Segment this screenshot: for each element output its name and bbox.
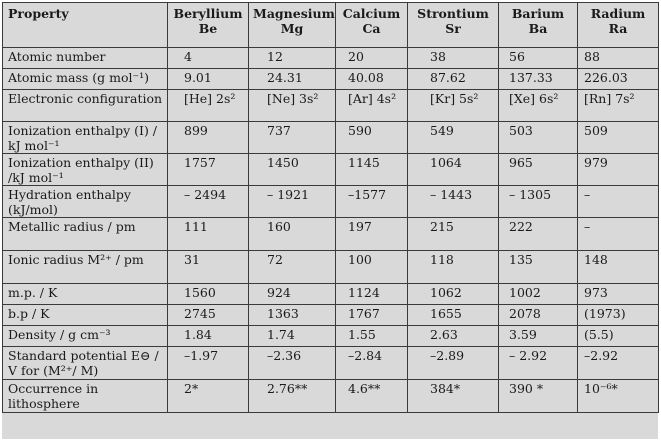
property-label: Density / g cm⁻³ [3, 326, 168, 347]
element-name: Calcium [342, 6, 401, 21]
value-cell: [He] 2s² [168, 90, 249, 122]
element-header [499, 3, 578, 48]
value-cell: –1577 [336, 186, 408, 218]
element-header [168, 3, 249, 48]
element-symbol: Ba [528, 21, 548, 36]
table-row [3, 69, 659, 90]
property-label: Metallic radius / pm [3, 218, 168, 251]
value-cell: 1767 [336, 305, 408, 326]
property-label: Ionization enthalpy (II) /kJ mol⁻¹ [3, 154, 168, 186]
value-cell: 10⁻⁶* [578, 380, 659, 413]
element-header [578, 3, 659, 48]
value-cell: [Ar] 4s² [336, 90, 408, 122]
value-cell: 56 [499, 48, 578, 69]
table-row [3, 48, 659, 69]
value-cell: 1.84 [168, 326, 249, 347]
property-label: Occurrence in lithosphere [3, 380, 168, 413]
value-cell: 1145 [336, 154, 408, 186]
value-cell: (5.5) [578, 326, 659, 347]
value-cell: 111 [168, 218, 249, 251]
element-symbol: Ca [362, 21, 381, 36]
value-cell: 1363 [249, 305, 336, 326]
value-cell: 737 [249, 122, 336, 154]
element-symbol: Ra [608, 21, 628, 36]
property-header: Property [3, 3, 168, 48]
value-cell: 1450 [249, 154, 336, 186]
value-cell: – 2494 [168, 186, 249, 218]
value-cell: 549 [408, 122, 499, 154]
element-name: Barium [511, 6, 565, 21]
table-row [3, 218, 659, 251]
value-cell: – 1921 [249, 186, 336, 218]
value-cell: 1560 [168, 284, 249, 305]
element-name: Strontium [417, 6, 489, 21]
value-cell: 197 [336, 218, 408, 251]
alkaline-earth-properties-table [2, 2, 659, 413]
value-cell: 1062 [408, 284, 499, 305]
value-cell: 135 [499, 251, 578, 284]
value-cell: 1.74 [249, 326, 336, 347]
value-cell: –2.36 [249, 347, 336, 380]
property-label: Electronic configuration [3, 90, 168, 122]
value-cell: 2.63 [408, 326, 499, 347]
value-cell: 965 [499, 154, 578, 186]
value-cell: 899 [168, 122, 249, 154]
property-label: Atomic mass (g mol⁻¹) [3, 69, 168, 90]
value-cell: 2745 [168, 305, 249, 326]
value-cell: 924 [249, 284, 336, 305]
value-cell: 2* [168, 380, 249, 413]
value-cell: – 1305 [499, 186, 578, 218]
value-cell: 4 [168, 48, 249, 69]
value-cell: 1124 [336, 284, 408, 305]
value-cell: 4.6** [336, 380, 408, 413]
value-cell: 148 [578, 251, 659, 284]
element-header [249, 3, 336, 48]
value-cell: 20 [336, 48, 408, 69]
property-label: m.p. / K [3, 284, 168, 305]
value-cell: [Kr] 5s² [408, 90, 499, 122]
value-cell: 222 [499, 218, 578, 251]
value-cell: 100 [336, 251, 408, 284]
element-symbol: Sr [445, 21, 461, 36]
value-cell: [Ne] 3s² [249, 90, 336, 122]
value-cell: 590 [336, 122, 408, 154]
value-cell: 226.03 [578, 69, 659, 90]
value-cell: 118 [408, 251, 499, 284]
property-label: Standard potential E⊖ / V for (M²⁺/ M) [3, 347, 168, 380]
value-cell: –2.89 [408, 347, 499, 380]
header-row [3, 3, 659, 48]
table-row [3, 326, 659, 347]
element-name: Magnesium [253, 6, 335, 21]
value-cell: 40.08 [336, 69, 408, 90]
table-row [3, 122, 659, 154]
properties-table-container [2, 2, 658, 439]
value-cell: –1.97 [168, 347, 249, 380]
value-cell: 160 [249, 218, 336, 251]
value-cell: –2.84 [336, 347, 408, 380]
table-row [3, 186, 659, 218]
element-name: Beryllium [173, 6, 243, 21]
element-name: Radium [590, 6, 646, 21]
value-cell: 503 [499, 122, 578, 154]
property-label: Hydration enthalpy (kJ/mol) [3, 186, 168, 218]
property-label: Ionic radius M²⁺ / pm [3, 251, 168, 284]
value-cell: 9.01 [168, 69, 249, 90]
property-label: Atomic number [3, 48, 168, 69]
element-symbol: Be [198, 21, 218, 36]
value-cell: 24.31 [249, 69, 336, 90]
value-cell: 1757 [168, 154, 249, 186]
value-cell: 973 [578, 284, 659, 305]
value-cell: 2078 [499, 305, 578, 326]
value-cell: – [578, 186, 659, 218]
element-symbol: Mg [280, 21, 304, 36]
value-cell: 31 [168, 251, 249, 284]
value-cell: 509 [578, 122, 659, 154]
value-cell: 1002 [499, 284, 578, 305]
value-cell: – [578, 218, 659, 251]
value-cell: 12 [249, 48, 336, 69]
value-cell: 72 [249, 251, 336, 284]
value-cell: [Rn] 7s² [578, 90, 659, 122]
value-cell: 384* [408, 380, 499, 413]
table-row [3, 154, 659, 186]
value-cell: 1655 [408, 305, 499, 326]
value-cell: 3.59 [499, 326, 578, 347]
value-cell: – 1443 [408, 186, 499, 218]
element-header [408, 3, 499, 48]
property-label: Ionization enthalpy (I) / kJ mol⁻¹ [3, 122, 168, 154]
table-row [3, 90, 659, 122]
property-label: b.p / K [3, 305, 168, 326]
value-cell: 215 [408, 218, 499, 251]
value-cell: 137.33 [499, 69, 578, 90]
table-row [3, 347, 659, 380]
table-row [3, 305, 659, 326]
value-cell: –2.92 [578, 347, 659, 380]
value-cell: 1.55 [336, 326, 408, 347]
value-cell: 979 [578, 154, 659, 186]
value-cell: 1064 [408, 154, 499, 186]
table-row [3, 251, 659, 284]
value-cell: (1973) [578, 305, 659, 326]
value-cell: 88 [578, 48, 659, 69]
value-cell: 390 * [499, 380, 578, 413]
value-cell: 2.76** [249, 380, 336, 413]
value-cell: 38 [408, 48, 499, 69]
table-row [3, 284, 659, 305]
value-cell: [Xe] 6s² [499, 90, 578, 122]
element-header [336, 3, 408, 48]
table-row [3, 380, 659, 413]
value-cell: 87.62 [408, 69, 499, 90]
value-cell: – 2.92 [499, 347, 578, 380]
